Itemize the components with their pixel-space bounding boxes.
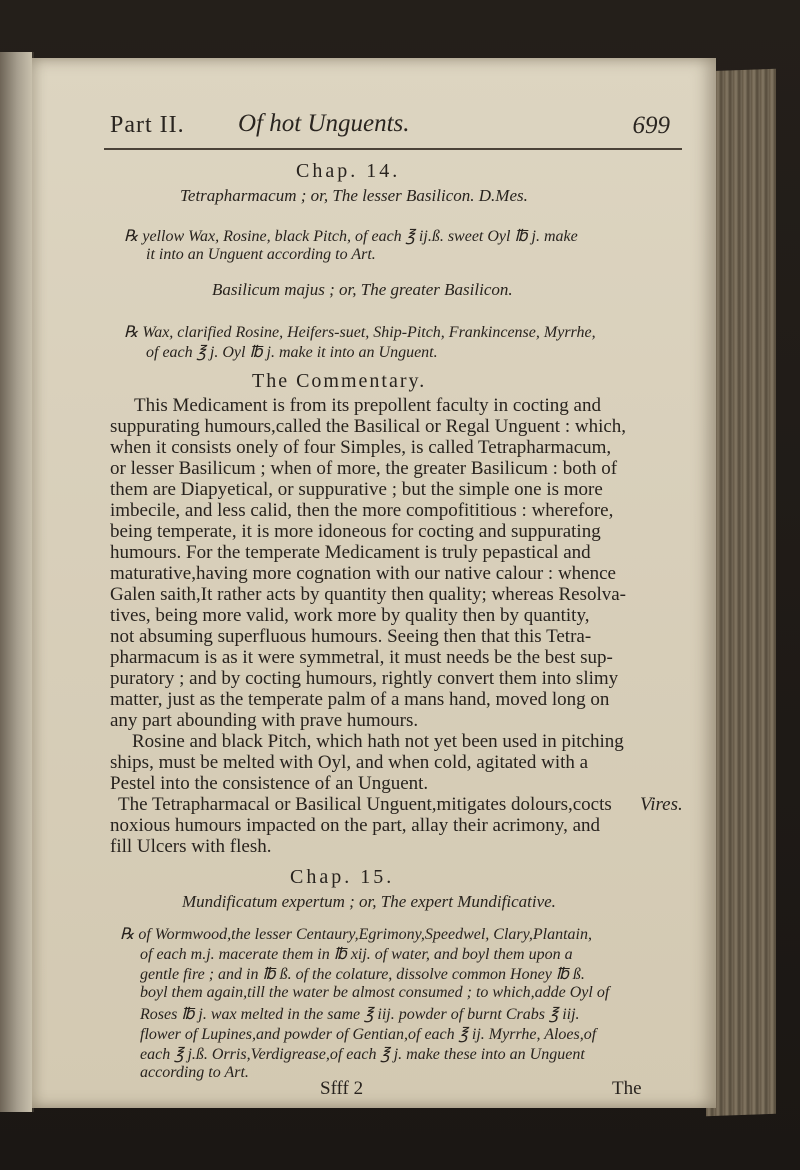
recipe-3-line: of each m.j. macerate them in ℔ xij. of water, and boyl them upon a	[140, 946, 573, 963]
recipe-2-line-1: ℞ Wax, clarified Rosine, Heifers-suet, Ship-Pitch, Frankincense, Myrrhe,	[124, 324, 596, 341]
recipe-3-line: each ℥ j.ß. Orris,Verdigrease,of each ℥ j. make these into an Unguent	[140, 1046, 585, 1063]
header-title: Of hot Unguents.	[238, 110, 410, 137]
commentary-line: maturative,having more cognation with our native calour : whence	[110, 563, 616, 584]
recipe-3-line: ℞ of Wormwood,the lesser Centaury,Egrimony,Speedwel, Clary,Plantain,	[120, 926, 592, 943]
recipe-1-line-1: ℞ yellow Wax, Rosine, black Pitch, of each ℥ ij.ß. sweet Oyl ℔ j. make	[124, 228, 578, 245]
commentary-heading: The Commentary.	[252, 370, 427, 392]
running-header	[110, 106, 676, 146]
commentary-line: humours. For the temperate Medicament is truly pepastical and	[110, 542, 591, 563]
page-stack-edge	[706, 69, 776, 1116]
commentary-line: imbecile, and less calid, then the more compofititious : wherefore,	[110, 500, 614, 521]
commentary-line: The Tetrapharmacal or Basilical Unguent,mitigates dolours,cocts	[118, 794, 612, 815]
commentary-line: This Medicament is from its prepollent faculty in cocting and	[134, 395, 601, 416]
commentary-line: Galen saith,It rather acts by quantity then quality; whereas Resolva-	[110, 584, 627, 605]
commentary-line: being temperate, it is more idoneous for cocting and suppurating	[110, 521, 601, 542]
header-part: Part II.	[110, 112, 185, 138]
commentary-line: suppurating humours,called the Basilical or Regal Unguent : which,	[110, 416, 627, 437]
recipe-2-line-2: of each ℥ j. Oyl ℔ j. make it into an Unguent.	[146, 344, 438, 361]
commentary-line: fill Ulcers with flesh.	[110, 836, 272, 857]
commentary-line: or lesser Basilicum ; when of more, the greater Basilicum : both of	[110, 458, 618, 479]
chapter-15-subtitle: Mundificatum expertum ; or, The expert Mundificative.	[182, 892, 556, 911]
recipe-3-line: Roses ℔ j. wax melted in the same ℥ iij. powder of burnt Crabs ℥ iij.	[140, 1006, 580, 1023]
commentary-line: tives, being more valid, work more by quality then by quantity,	[110, 605, 590, 626]
chapter-14-subtitle: Tetrapharmacum ; or, The lesser Basilicon. D.Mes.	[180, 186, 528, 205]
catchword: The	[612, 1078, 642, 1099]
page-number: 699	[632, 112, 670, 139]
recipe-3-line: flower of Lupines,and powder of Gentian,of each ℥ ij. Myrrhe, Aloes,of	[140, 1026, 597, 1043]
commentary-line: matter, just as the temperate palm of a mans hand, moved long on	[110, 689, 610, 710]
recipe-3-line: according to Art.	[140, 1064, 249, 1081]
commentary-line: not absuming superfluous humours. Seeing then that this Tetra-	[110, 626, 592, 647]
header-rule	[104, 148, 682, 150]
book-page	[32, 58, 716, 1108]
commentary-line: pharmacum is as it were symmetral, it must needs be the best sup-	[110, 647, 613, 668]
commentary-line: Rosine and black Pitch, which hath not yet been used in pitching	[132, 731, 624, 752]
commentary-line: when it consists onely of four Simples, is called Tetrapharmacum,	[110, 437, 612, 458]
margin-note-vires: Vires.	[640, 794, 683, 815]
previous-page-edge	[0, 52, 34, 1112]
commentary-line: Pestel into the consistence of an Unguent.	[110, 773, 429, 794]
recipe-1-line-2: it into an Unguent according to Art.	[146, 246, 376, 263]
commentary-line: puratory ; and by cocting humours, rightly convert them into slimy	[110, 668, 619, 689]
chapter-14-heading: Chap. 14.	[296, 160, 401, 182]
commentary-line: them are Diapyetical, or suppurative ; but the simple one is more	[110, 479, 603, 500]
recipe-3-line: gentle fire ; and in ℔ ß. of the colature, dissolve common Honey ℔ ß.	[140, 966, 585, 983]
chapter-15-heading: Chap. 15.	[290, 866, 395, 888]
commentary-line: any part abounding with prave humours.	[110, 710, 419, 731]
commentary-line: noxious humours impacted on the part, allay their acrimony, and	[110, 815, 601, 836]
chapter-14-subtitle-2: Basilicum majus ; or, The greater Basilicon.	[212, 280, 513, 299]
signature-mark: Sfff 2	[320, 1078, 364, 1099]
recipe-3-line: boyl them again,till the water be almost consumed ; to which,adde Oyl of	[140, 984, 610, 1001]
commentary-line: ships, must be melted with Oyl, and when cold, agitated with a	[110, 752, 589, 773]
